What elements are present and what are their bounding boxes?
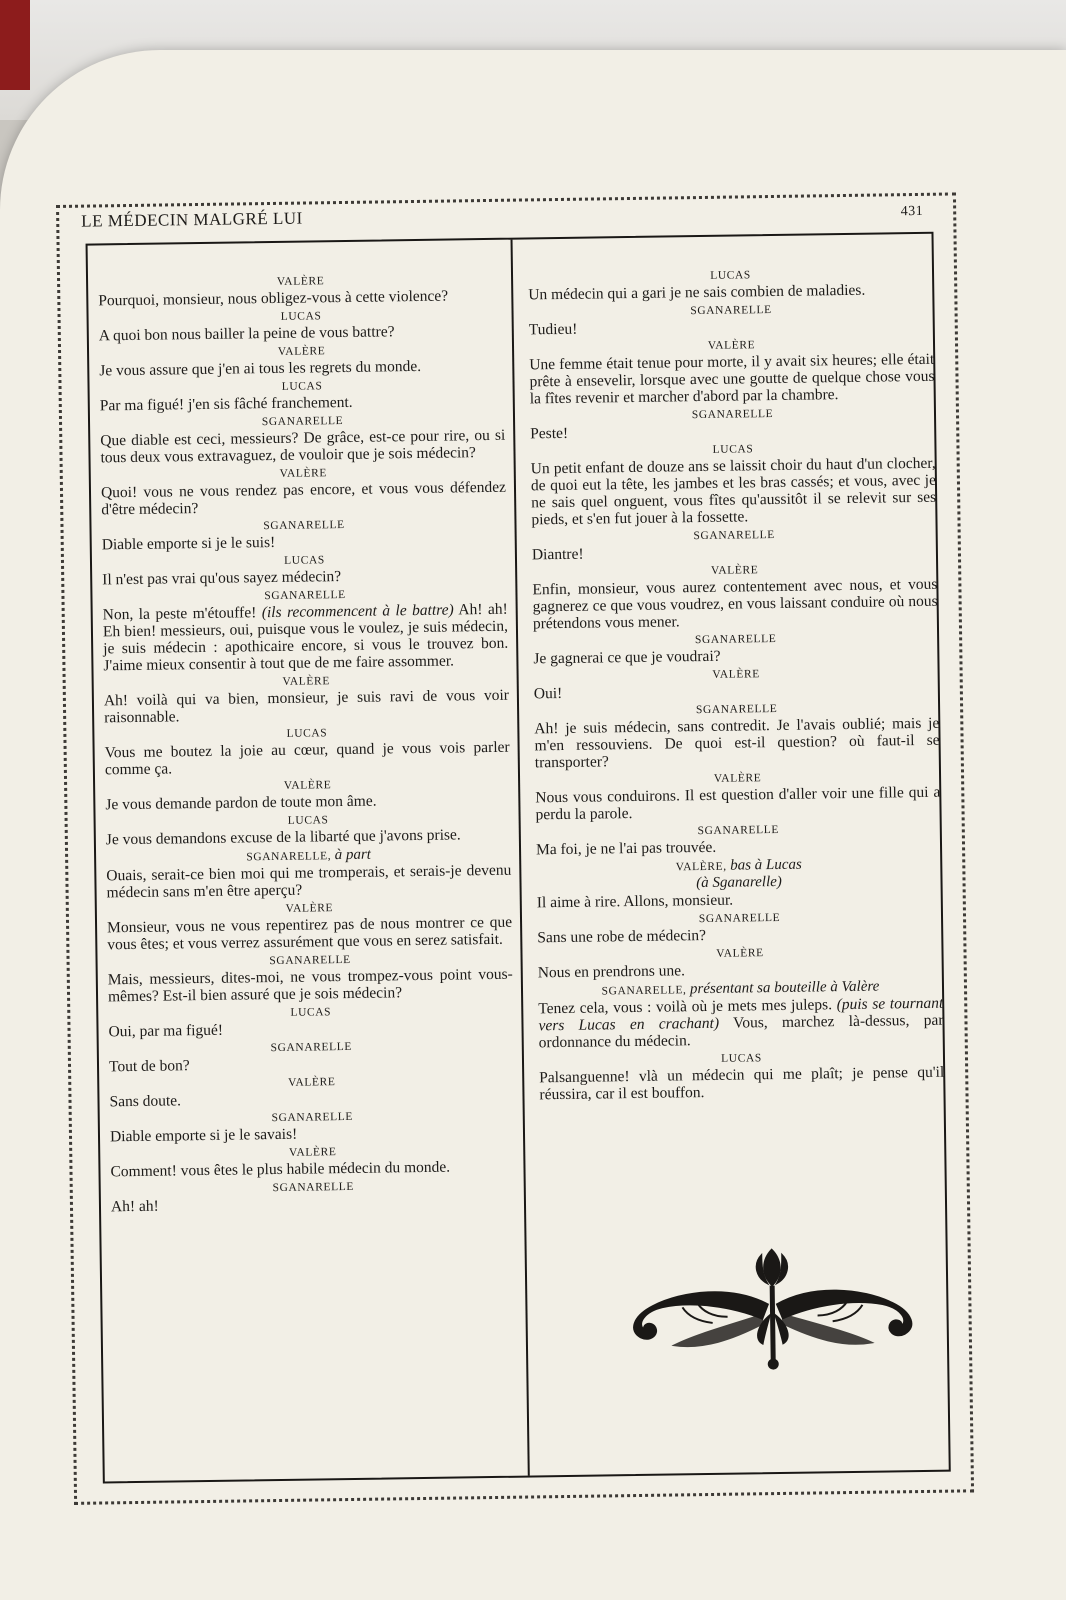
dialogue-entry (538, 979, 944, 1052)
dialogue-text: Il n'est pas vrai qu'ous sayez médecin? (102, 568, 342, 589)
dialogue-line (531, 455, 937, 529)
dialogue-entry (535, 769, 941, 824)
page-number: 431 (900, 203, 924, 220)
stage-direction: présentant sa bouteille à Valère (689, 978, 880, 998)
speaker-label: VALÈRE (716, 947, 764, 960)
dialogue-entry (100, 412, 506, 467)
dialogue-entry (102, 586, 508, 675)
speaker-label: VALÈRE (276, 275, 325, 288)
dialogue-line (539, 1064, 944, 1104)
dialogue-entry (106, 811, 511, 849)
dialogue-entry (99, 307, 504, 345)
dialogue-text: Je gagnerai ce que je voudrai? (533, 647, 721, 668)
speaker-label: SGANARELLE (264, 588, 346, 603)
speaker-label: SGANARELLE (271, 1110, 354, 1125)
dialogue-line (105, 739, 510, 779)
left-column (98, 270, 516, 1219)
dialogue-text: Par ma figué! j'en sis fâché franchement. (99, 393, 353, 415)
dialogue-entry (101, 464, 507, 519)
dialogue-entry (104, 672, 510, 727)
dialogue-text: Je vous demande pardon de toute mon âme. (105, 792, 377, 814)
dialogue-entry (530, 405, 935, 443)
dialogue-entry (528, 266, 933, 304)
dialogue-text: Peste! (530, 424, 569, 443)
dialogue-line (535, 784, 940, 824)
background-red-fabric (0, 0, 30, 90)
stage-direction: (puis se tournant vers Lucas en crachant) (538, 994, 944, 1035)
dialogue-line (106, 862, 511, 902)
dialogue-text: Non, la peste m'étouffe! (102, 604, 257, 624)
dialogue-text: Que diable est ceci, messieurs? De grâce, est-ce pour rire, ou si tous deux vous extravaguez, de vouloir que je sois médecin? (100, 426, 506, 467)
dialogue-text: Je vous demandons excuse de la libarté que j'avons prise. (105, 826, 461, 849)
speaker-label: SGANARELLE (697, 823, 780, 838)
dialogue-line (101, 479, 506, 519)
dialogue-text: Comment! vous êtes le plus habile médecin du monde. (110, 1158, 451, 1181)
speaker-label: SGANARELLE (263, 519, 345, 533)
dialogue-entry (107, 951, 513, 1006)
dialogue-text: Tout de bon? (108, 1057, 190, 1076)
dialogue-text: Tudieu! (528, 320, 578, 339)
dialogue-text: Un médecin qui a gari je ne sais combien de maladies. (528, 281, 866, 304)
dialogue-text: Diantre! (531, 545, 584, 564)
dialogue-line (104, 687, 509, 727)
stage-direction: (à Sganarelle) (696, 873, 782, 892)
dialogue-entry (533, 630, 938, 668)
speaker-label: SGANARELLE (272, 1180, 355, 1195)
dialogue-entry (110, 1143, 515, 1181)
speaker-label: VALÈRE (283, 779, 332, 792)
speaker-label: SGANARELLE (695, 702, 778, 717)
dialogue-entry (539, 1049, 945, 1104)
running-header (81, 200, 933, 234)
dialogue-line (532, 576, 938, 633)
dialogue-text: Sans doute. (109, 1092, 182, 1111)
dialogue-text: Ah! ah! (110, 1197, 159, 1216)
speaker-label: VALÈRE (712, 668, 760, 681)
dialogue-entry (108, 1003, 513, 1041)
speaker-label: LUCAS (280, 310, 322, 323)
dialogue-text: Enfin, monsieur, vous aurez contentement avec nous, et vous gagnerez ce que vous voudrez, en vous laissant conduire où nous prétendons vous mener. (532, 575, 938, 633)
dialogue-entry (106, 846, 512, 902)
dialogue-text: Monsieur, vous ne vous repentirez pas de nous montrer ce que vous êtes; et vous verrez assurément que vous en serez satisfait. (106, 913, 513, 954)
speaker-label: SGANARELLE, (601, 984, 687, 998)
dialogue-line (103, 601, 509, 675)
dialogue-text: Diable emporte si je le savais! (109, 1125, 298, 1146)
speaker-label: VALÈRE (713, 772, 762, 785)
dialogue-entry (110, 1108, 515, 1146)
speaker-label: SGANARELLE (261, 415, 344, 429)
dialogue-text: Nous en prendrons une. (537, 962, 686, 982)
dialogue-entry (534, 700, 940, 772)
dialogue-text: Diable emporte si je le suis! (101, 533, 276, 554)
speaker-label: LUCAS (284, 554, 325, 567)
dialogue-entry (99, 377, 504, 415)
book-title: LE MÉDECIN MALGRÉ LUI (81, 208, 303, 231)
floral-acanthus-ornament-icon (622, 1242, 924, 1376)
speaker-label: SGANARELLE (690, 304, 772, 318)
dialogue-text: Ouais, serait-ce bien moi qui me tromperais, et serais-je devenu médecin sans m'en être aperçu? (106, 861, 512, 902)
dialogue-entry (532, 526, 937, 564)
dialogue-entry (528, 301, 933, 339)
dialogue-text: Quoi! vous ne vous rendez pas encore, et vous vous défendez d'être médecin? (100, 478, 507, 519)
dialogue-entry (111, 1178, 516, 1216)
dialogue-entry (536, 821, 941, 859)
page-frame (56, 192, 974, 1504)
speaker-label: VALÈRE (282, 675, 330, 688)
speaker-label: LUCAS (286, 727, 328, 740)
dialogue-entry (107, 899, 513, 954)
dialogue-entry (532, 561, 938, 633)
dialogue-text: Oui, par ma figué! (108, 1021, 224, 1041)
dialogue-entry (537, 944, 942, 982)
speaker-label: SGANARELLE (270, 1040, 353, 1055)
speaker-label: VALÈRE, (675, 860, 727, 874)
dialogue-text: Ah! je suis médecin, sans contredit. Je l'avais oublié; mais je m'en ressouviens. De quoi est-il question? où faut-il se transporter? (534, 714, 940, 772)
speaker-label: LUCAS (712, 443, 754, 456)
speaker-label: LUCAS (721, 1052, 762, 1065)
dialogue-entry (530, 440, 936, 529)
dialogue-entry (99, 342, 504, 380)
dialogue-entry (98, 272, 503, 310)
dialogue-line (108, 966, 513, 1006)
dialogue-text: Je vous assure que j'en ai tous les regrets du monde. (99, 357, 422, 380)
dialogue-text: A quoi bon nous bailler la peine de vous battre? (98, 323, 395, 345)
speaker-label: SGANARELLE, (246, 850, 332, 864)
stage-direction: (ils recommencent à le battre) (261, 601, 454, 622)
speaker-label: VALÈRE (710, 564, 759, 577)
dialogue-text: Mais, messieurs, dites-moi, ne vous trompez-vous point vous-mêmes? Est-il bien assuré que je sois médecin? (107, 965, 513, 1006)
stage-direction: à part (334, 846, 372, 864)
dialogue-text: Une femme était tenue pour morte, il y avait six heures; elle était prête à ensevelir, lorsque avec une goutte de quelque chose vous la fîtes revenir et marcher d'abord par la chambre. (529, 350, 935, 408)
dialogue-line (538, 995, 944, 1052)
dialogue-line (529, 351, 935, 408)
speaker-label: SGANARELLE (694, 632, 777, 647)
text-box (86, 232, 951, 1484)
dialogue-entry (537, 909, 942, 947)
dialogue-entry (109, 1038, 514, 1076)
dialogue-line (100, 427, 505, 467)
speaker-label: VALÈRE (288, 1146, 337, 1159)
column-divider (511, 240, 530, 1476)
dialogue-text: Sans une robe de médecin? (537, 926, 707, 947)
speaker-label: SGANARELLE (693, 528, 775, 543)
speaker-label: LUCAS (287, 814, 329, 827)
dialogue-text: Palsanguenne! vlà un médecin qui me plaît; je pense qu'il réussira, car il est bouffon. (539, 1063, 945, 1104)
dialogue-entry (109, 1073, 514, 1111)
dialogue-entry (536, 856, 942, 912)
speaker-label: VALÈRE (285, 902, 334, 915)
dialogue-entry (105, 776, 510, 814)
dialogue-text: Vous me boutez la joie au cœur, quand je vous vois parler comme ça. (104, 738, 510, 779)
dialogue-entry (101, 516, 506, 554)
speaker-label: SGANARELLE (691, 408, 774, 422)
dialogue-line (534, 715, 940, 772)
dialogue-text: Il aime à rire. Allons, monsieur. (536, 891, 734, 912)
dialogue-entry (102, 551, 507, 589)
dialogue-text: Pourquoi, monsieur, nous obligez-vous à cette violence? (98, 287, 449, 310)
dialogue-text: Vous, marchez là-dessus, par ordonnance du médecin. (538, 1011, 944, 1052)
speaker-label: SGANARELLE (269, 953, 351, 968)
speaker-label: LUCAS (281, 380, 323, 393)
dialogue-line (107, 914, 512, 954)
speaker-label: SGANARELLE (698, 911, 781, 926)
dialogue-entry (104, 724, 510, 779)
dialogue-entry (534, 665, 939, 703)
dialogue-entry (529, 336, 935, 408)
speaker-label: VALÈRE (277, 345, 326, 358)
dialogue-text: Oui! (533, 684, 563, 703)
right-column (528, 264, 945, 1107)
speaker-label: VALÈRE (707, 339, 756, 352)
dialogue-text: Tenez cela, vous : voilà où je mets mes juleps. (538, 996, 833, 1018)
dialogue-text: Ma foi, je ne l'ai pas trouvée. (535, 838, 717, 859)
speaker-label: VALÈRE (279, 467, 328, 480)
dialogue-text: Ah! ah! Eh bien! messieurs, oui, puisque vous le voulez, je suis médecin, je suis médecin : apothicaire encore, si vous le trouvez bon. J'aime mieux consentir à tout que de me faire assommer. (102, 600, 509, 675)
speaker-label: VALÈRE (287, 1076, 336, 1089)
speaker-label: LUCAS (710, 269, 751, 282)
dialogue-text: Nous vous conduirons. Il est question d'aller voir une fille qui a perdu la parole. (535, 783, 941, 824)
dialogue-text: Un petit enfant de douze ans se laissit choir du haut d'un clocher, de quoi eut la tête, les jambes et les bras cassés; et vous, avec je ne sais quel onguent, vous fîtes qu'aussitôt il se relevit sur ses pieds, et s'en fut jouer à la fossette. (530, 454, 937, 529)
speaker-label: LUCAS (290, 1006, 332, 1019)
stage-direction: bas à Lucas (730, 856, 802, 874)
dialogue-text: Ah! voilà qui va bien, monsieur, je suis ravi de vous voir raisonnable. (103, 686, 510, 727)
